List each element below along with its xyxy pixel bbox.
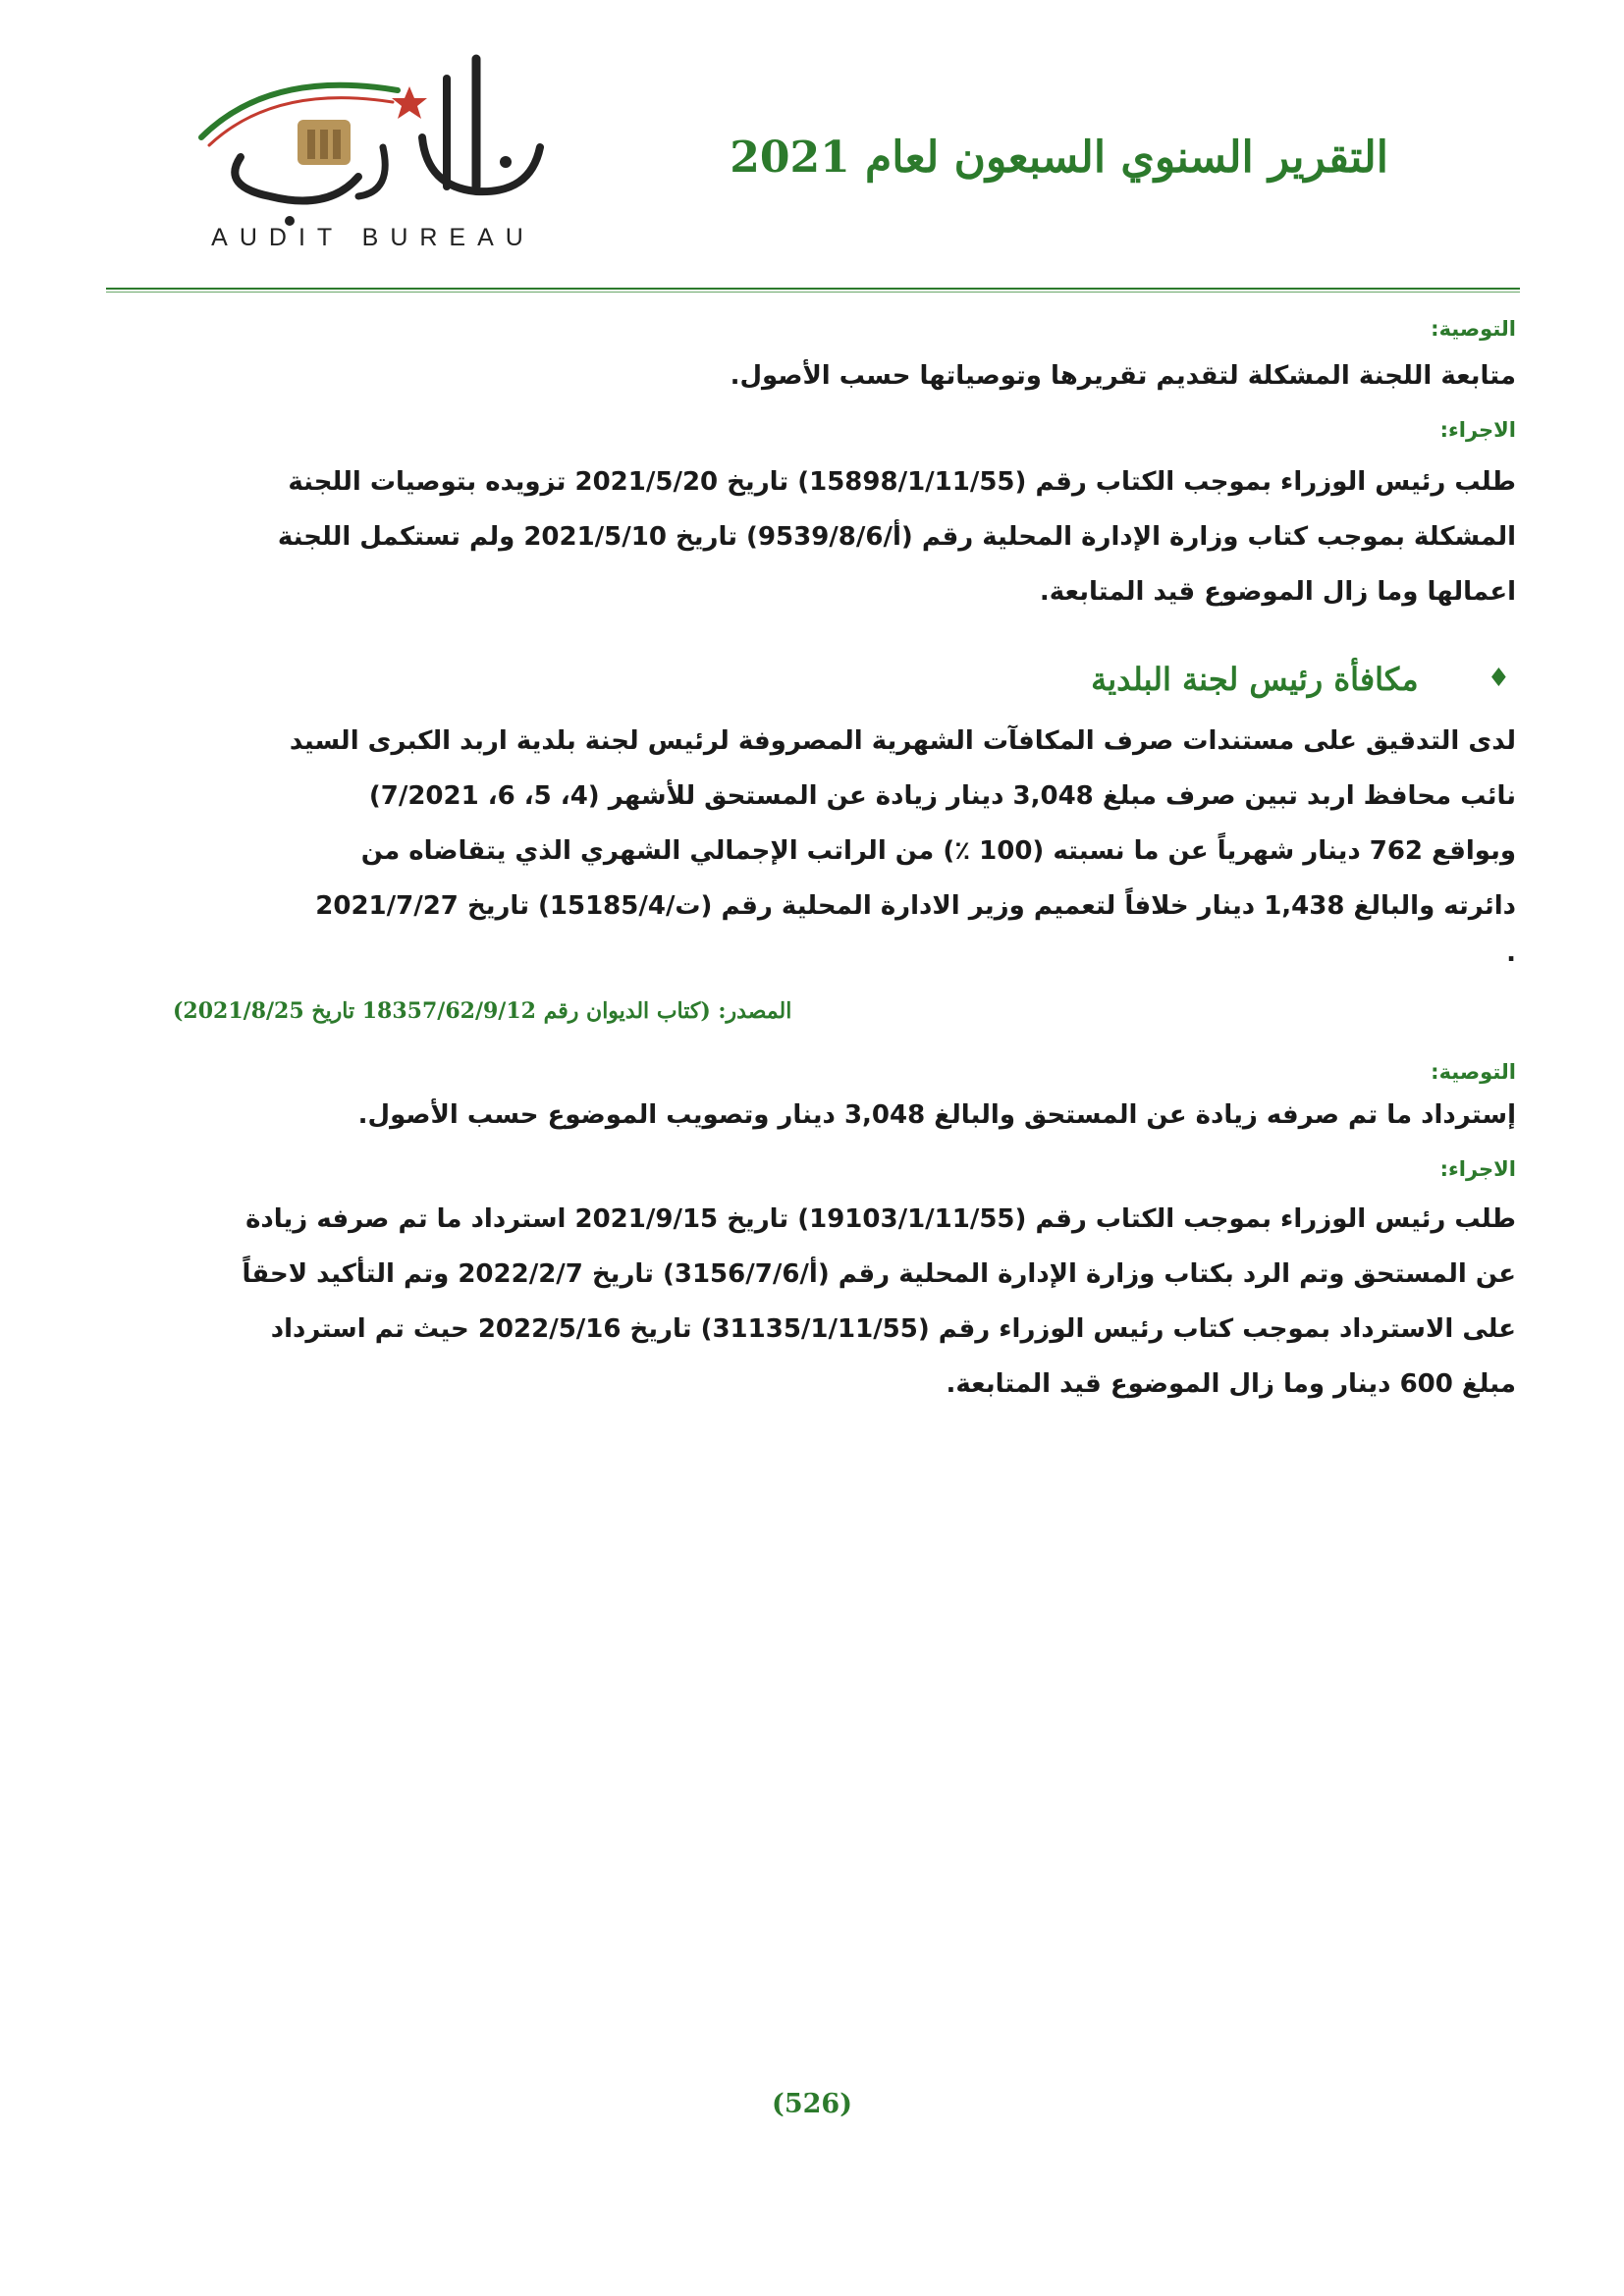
action-label-1: الاجراء: xyxy=(1439,418,1516,443)
body-line: . xyxy=(1506,937,1516,968)
action-line: اعمالها وما زال الموضوع قيد المتابعة. xyxy=(1039,576,1516,607)
action-line: طلب رئيس الوزراء بموجب الكتاب رقم (19103/1/11/55) تاريخ 2021/9/15 استرداد ما تم صرفه زيادة xyxy=(245,1203,1516,1234)
action-label-2: الاجراء: xyxy=(1439,1157,1516,1182)
section-heading-text: مكافأة رئيس لجنة البلدية xyxy=(1091,660,1419,698)
page-number: (526) xyxy=(772,2089,852,2119)
logo-caption: AUDIT BUREAU xyxy=(211,224,535,251)
action-paragraph-2 xyxy=(173,1192,1516,1412)
action-line: المشكلة بموجب كتاب وزارة الإدارة المحلية رقم (أ/9539/8/6) تاريخ 2021/5/10 ولم تستكمل اللجنة xyxy=(277,521,1516,552)
action-paragraph-1 xyxy=(173,454,1516,619)
logo-emblem-icon xyxy=(182,29,565,255)
recommendation-text-1: متابعة اللجنة المشكلة لتقديم تقريرها وتوصياتها حسب الأصول. xyxy=(730,361,1516,392)
body-line: لدى التدقيق على مستندات صرف المكافآت الشهرية المصروفة لرئيس لجنة بلدية اربد الكبرى السيد xyxy=(289,725,1516,756)
source-citation: المصدر: (كتاب الديوان رقم 18357/62/9/12 تاريخ 2021/8/25) xyxy=(173,997,792,1024)
action-line: طلب رئيس الوزراء بموجب الكتاب رقم (15898/1/11/55) تاريخ 2021/5/20 تزويده بتوصيات اللجنة xyxy=(288,466,1516,497)
diamond-bullet-icon: ♦ xyxy=(1487,664,1510,694)
recommendation-label-1: التوصية: xyxy=(1431,317,1516,341)
page-content xyxy=(173,294,1516,1412)
body-line: نائب محافظ اربد تبين صرف مبلغ 3,048 دينار زيادة عن المستحق للأشهر (4، 5، 6، 7/2021) xyxy=(368,780,1516,811)
action-line: مبلغ 600 دينار وما زال الموضوع قيد المتابعة. xyxy=(946,1368,1516,1399)
body-line: وبواقع 762 دينار شهرياً عن ما نسبته (100 ٪) من الراتب الإجمالي الشهري الذي يتقاضاه من xyxy=(360,835,1516,866)
recommendation-label-2: التوصية: xyxy=(1431,1059,1516,1084)
report-title: التقرير السنوي السبعون لعام 2021 xyxy=(730,133,1388,183)
body-line: دائرته والبالغ 1,438 دينار خلافاً لتعميم وزير الادارة المحلية رقم (ت/15185/4) تاريخ 2021/7/27 xyxy=(315,890,1516,921)
action-line: عن المستحق وتم الرد بكتاب وزارة الإدارة المحلية رقم (أ/3156/7/6) تاريخ 2022/2/7 وتم التأكيد لاحقاً xyxy=(242,1258,1516,1289)
section-body xyxy=(173,714,1516,973)
header-divider xyxy=(106,288,1520,293)
action-line: على الاسترداد بموجب كتاب رئيس الوزراء رقم (31135/1/11/55) تاريخ 2022/5/16 حيث تم استرداد xyxy=(270,1313,1516,1344)
section-heading xyxy=(173,661,1516,698)
recommendation-text-2: إسترداد ما تم صرفه زيادة عن المستحق والبالغ 3,048 دينار وتصويب الموضوع حسب الأصول. xyxy=(357,1100,1516,1131)
audit-bureau-logo xyxy=(182,29,565,255)
